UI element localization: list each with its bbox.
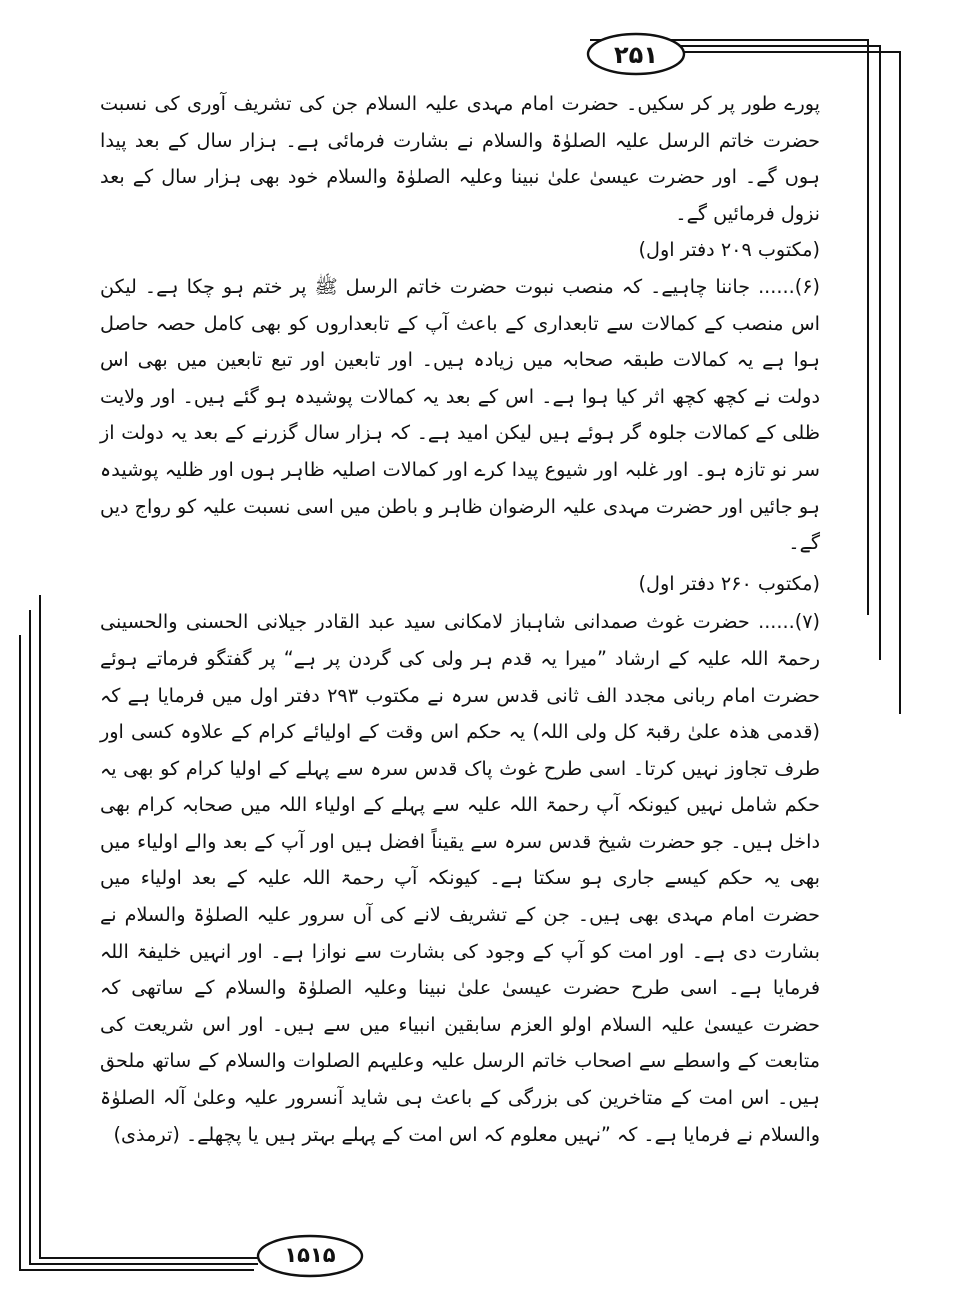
paragraph-7: [100, 604, 820, 1153]
page-number-top: ۲۵۱: [614, 41, 658, 69]
paragraph-6: [100, 269, 820, 602]
paragraph-6-reference: (مکتوب ۲۶۰ دفتر اول): [638, 571, 820, 595]
main-text: [100, 86, 820, 1153]
paragraph-7-text: ...... حضرت غوث صمدانی شاہباز لامکانی سید عبد القادر جیلانی الحسنی والحسینی رحمۃ اللہ علیہ کے ارشاد ”میرا یہ قدم ہر ولی کی گردن پر ہے“ پر گفتگو فرماتے ہوئے حضرت امام ربانی مجدد الف ثانی قدس سرہ نے مکتوب ۲۹۳ دفتر اول میں فرمایا ہے کہ (قدمی ھذہ علیٰ رقبۃ کل ولی اللہ) یہ حکم اس وقت کے اولیائے کرام کے علاوہ کسی اور طرف تجاوز نہیں کرتا۔ اسی طرح غوث پاک قدس سرہ سے پہلے کے اولیا کرام کو بھی یہ حکم شامل نہیں کیونکہ آپ رحمۃ اللہ علیہ سے پہلے کے اولیاء اللہ میں صحابہ کرام بھی داخل ہیں۔ جو حضرت شیخ قدس سرہ سے یقیناً افضل ہیں اور آپ کے بعد والے اولیاء میں بھی یہ حکم کیسے جاری ہو سکتا ہے۔ کیونکہ آپ رحمۃ اللہ علیہ کے بعد اولیاء میں حضرت امام مہدی بھی ہیں۔ جن کے تشریف لانے کی آں سرور علیہ الصلوٰۃ والسلام نے بشارت دی ہے۔ اور امت کو آپ کے وجود کی بشارت سے نوازا ہے۔ اور انہیں خلیفۃ اللہ فرمایا ہے۔ اسی طرح حضرت عیسیٰ علیٰ نبینا وعلیہ الصلوٰۃ والسلام کے ساتھی کہ حضرت عیسیٰ علیہ السلام اولو العزم سابقین انبیاء میں سے ہیں۔ اور اس شریعت کی متابعت کے واسطے سے اصحاب خاتم الرسل علیہ وعلیہم الصلوات والسلام کے ساتھ ملحق ہیں۔ اس امت کے متاخرین کی بزرگی کے باعث ہی شاید آنسرور علیہ وعلیٰ آلہ الصلوٰۃ والسلام نے فرمایا ہے۔ کہ ”نہیں معلوم کہ اس امت کے پہلے بہتر ہیں یا پچھلے۔: [100, 610, 820, 1146]
paragraph-5: [100, 86, 820, 269]
paragraph-6-text: ...... جاننا چاہیے۔ کہ منصب نبوت حضرت خاتم الرسل ﷺ پر ختم ہو چکا ہے۔ لیکن اس منصب کے کمالات سے تابعداری کے باعث آپ کے تابعداروں کو بھی کامل حصہ حاصل ہوا ہے یہ کمالات طبقہ صحابہ میں زیادہ ہیں۔ اور تابعین اور تبع تابعین میں بھی اس دولت نے کچھ کچھ اثر کیا ہوا ہے۔ اس کے بعد یہ کمالات پوشیدہ ہو گئے ہیں۔ اور ولایت ظلی کے کمالات جلوہ گر ہوئے ہیں لیکن امید ہے۔ کہ ہزار سال گزرنے کے بعد یہ دولت از سر نو تازہ ہو۔ اور غلبہ اور شیوع پیدا کرے اور کمالات اصلیہ ظاہر ہوں اور ظلیہ پوشیدہ ہو جائیں اور حضرت مہدی علیہ الرضوان ظاہر و باطن میں اسی نسبت علیہ کو رواج دیں گے۔: [100, 274, 820, 555]
paragraph-7-marker: (۷): [794, 610, 820, 634]
paragraph-6-marker: (۶): [794, 274, 820, 298]
page-number-bottom: ۱۵۱۵: [284, 1243, 336, 1267]
paragraph-5-reference: (مکتوب ۲۰۹ دفتر اول): [638, 238, 820, 262]
paragraph-7-reference: (ترمذی): [113, 1122, 180, 1146]
paragraph-5-text: پورے طور پر کر سکیں۔ حضرت امام مہدی علیہ السلام جن کی تشریف آوری کی نسبت حضرت خاتم الرسل علیہ الصلوٰۃ والسلام نے بشارت فرمائی ہے۔ ہزار سال کے بعد پیدا ہوں گے۔ اور حضرت عیسیٰ علیٰ نبینا وعلیہ الصلوٰۃ والسلام خود بھی ہزار سال کے بعد نزول فرمائیں گے۔: [100, 92, 820, 225]
